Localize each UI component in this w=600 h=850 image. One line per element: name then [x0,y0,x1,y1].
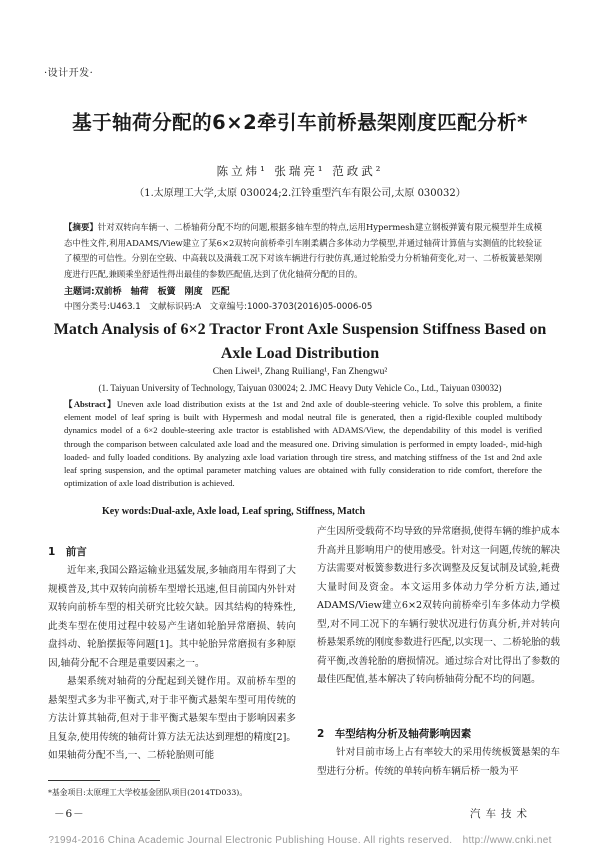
keywords-en-label: Key words: [102,506,152,517]
footnote: *基金项目:太原理工大学校基金团队项目(2014TD033)。 [48,788,248,797]
copyright-line: ?1994-2016 China Academic Journal Electronic Publishing House. All rights reserved. http://www.cnki.net [48,835,552,846]
body-right-column-top [317,523,560,690]
authors-en: Chen Liwei¹, Zhang Ruiliang¹, Fan Zhengwu² [212,367,388,377]
page-title-cn: 基于轴荷分配的6×2牵引车前桥悬架刚度匹配分析* [72,111,528,134]
abstract-cn [64,220,542,282]
body-right-column-bottom [317,744,560,781]
abstract-cn-label: 【摘要】 [64,222,98,232]
authors-cn: 陈立炜¹ 张瑞亮¹ 范政武² [216,164,384,178]
affiliation-en: (1. Taiyuan University of Technology, Taiyuan 030024; 2. JMC Heavy Duty Vehicle Co., Ltd., Taiyuan 030032) [98,383,502,393]
section-heading-2: 2 车型结构分析及轴荷影响因素 [317,728,472,740]
classification-line: 中图分类号:U463.1 文献标识码:A 文章编号:1000-3703(2016)05-0006-05 [64,302,373,312]
body-paragraph: 近年来,我国公路运输业迅猛发展,多轴商用车得到了大规模普及,其中双转向前桥车型增长迅速,但目前国内外针对双转向前桥车型的相关研究比较欠缺。因其结构的特殊性,此类车型在使用过程中较易产生诸如轮胎异常磨损、转向盘抖动、轮胎摆振等问题[1]。其中轮胎异常磨损有多种原因,轴荷分配不合理是重要因素之一。 [48,565,296,669]
abstract-en [64,398,542,490]
keywords-cn: 主题词:双前桥 轴荷 板簧 刚度 匹配 [64,287,230,297]
body-left-column [48,562,296,766]
section-tag: ·设计开发· [44,68,94,79]
body-paragraph: 针对目前市场上占有率较大的采用传统板簧悬架的车型进行分析。传统的单转向桥车辆后桥一般为平 [317,747,560,777]
page-title-en: Match Analysis of 6×2 Tractor Front Axle Suspension Stiffness Based on Axle Load Distribution [53,321,547,362]
journal-name: 汽车技术 [470,808,532,820]
body-paragraph: 产生因所受载荷不均导致的异常磨损,使得车辆的维护成本升高并且影响用户的使用感受。针对这一问题,传统的解决方法需要对板簧参数进行多次调整及反复试制及试验,耗费大量时间及资金。本文运用多体动力学分析方法,通过ADAMS/View建立6×2双转向前桥牵引车多体动力学模型,对不同工况下的车辆行驶状况进行仿真分析,并对转向桥悬架系统的刚度参数进行匹配,以实现一、二桥轮胎的载荷平衡,改善轮胎的磨损情况。通过综合对比得出了参数的最佳匹配值,基本解决了转向桥轴荷分配不均的问题。 [317,526,560,685]
page-number: －6－ [54,808,85,820]
keywords-en-text: Dual-axle, Axle load, Leaf spring, Stiffness, Match [151,506,366,517]
affiliation-cn: （1.太原理工大学,太原 030024;2.江铃重型汽车有限公司,太原 030032） [134,188,466,199]
footnote-divider [48,780,160,781]
abstract-en-label: 【Abstract】 [64,399,117,409]
keywords-en [102,506,365,517]
section-heading-intro: 1 前言 [48,546,87,558]
body-paragraph: 悬架系统对轴荷的分配起到关键作用。双前桥车型的悬架型式多为非平衡式,对于非平衡式悬架车型可用传统的方法计算其轴荷,但对于非平衡式悬架车型由于影响因素多且复杂,使用传统的轴荷计算方法无法达到理想的精度[2]。如果轴荷分配不当,一、二桥轮胎则可能 [48,676,296,761]
abstract-en-text: Uneven axle load distribution exists at the 1st and 2nd axle of double-steering vehicle. To solve this problem, a finite element model of leaf spring is built with Hypermesh and modal neutral file is generated, then a rigid-flexible coupled multibody dynamics model of a 6×2 double-steering axle tractor is established with ADAMS/View, the dependability of this model is verified through the comparison between calculated axle load and the measured one. Driving simulation is performed in empty loaded-, mid-high loaded- and fully loaded conditions. By analyzing axle load variation through tire stress, and matching stiffness of the 1st and 2nd axle leaf spring suspension, and the optimal parameter matching values are obtained with fully consideration to ride comfort, therefore the optimization of axle load distribution is achieved. [64,399,543,489]
abstract-cn-text: 针对双转向车辆一、二桥轴荷分配不均的问题,根据多轴车型的特点,运用Hypermesh建立钢板弹簧有限元模型并生成模态中性文件,利用ADAMS/View建立了某6×2双转向前桥牵引车刚柔耦合多体动力学模型,并通过轴荷计算值与实测值的比较验证了模型的可信性。分别在空载、中高载以及满载工况下对该车辆进行行驶仿真,通过轮胎受力分析轴荷变化,对一、二桥板簧悬架刚度进行匹配,兼顾乘坐舒适性得出最佳的参数匹配值,达到了优化轴荷分配的目的。 [64,222,542,279]
